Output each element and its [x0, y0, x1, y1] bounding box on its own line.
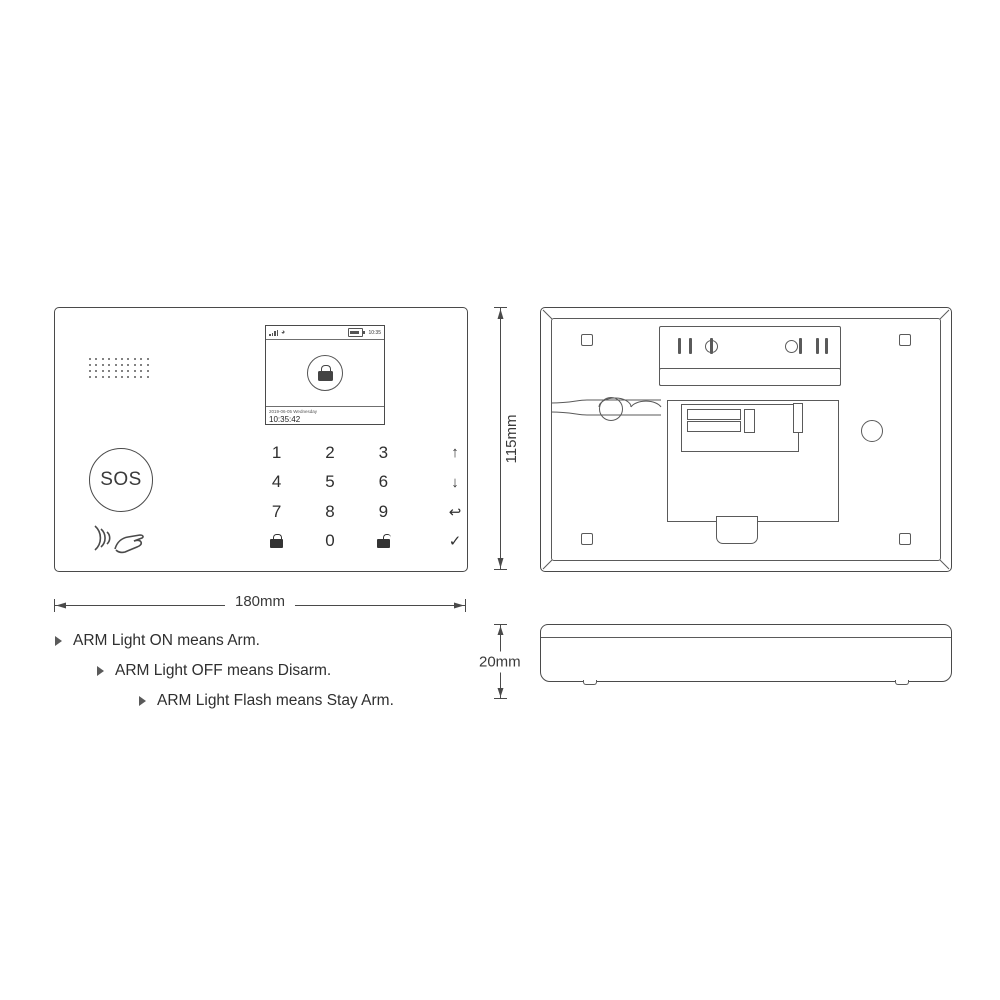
- bracket-slot: [678, 338, 681, 354]
- key-3[interactable]: 3: [378, 442, 389, 462]
- tamper-switch: [716, 516, 758, 544]
- bracket-slot: [689, 338, 692, 354]
- key-2[interactable]: 2: [325, 442, 335, 462]
- sos-button-label: SOS: [100, 469, 142, 490]
- lcd-status-time: 10:35: [368, 329, 381, 336]
- bracket-slot: [825, 338, 828, 354]
- bracket-slot: [816, 338, 819, 354]
- wall-mount-hole: [861, 420, 883, 442]
- key-8[interactable]: 8: [325, 501, 335, 521]
- depth-dimension-label: 20mm: [475, 651, 525, 672]
- lock-closed-icon: [270, 534, 283, 548]
- key-1[interactable]: 1: [271, 442, 282, 462]
- note-item: [55, 632, 475, 650]
- bullet-triangle-icon: [97, 666, 104, 676]
- side-profile-foot: [583, 680, 597, 685]
- note-text: ARM Light Flash means Stay Arm.: [157, 692, 394, 709]
- lcd-clock-text: 10:35:42: [269, 415, 301, 424]
- lcd-screen: [265, 325, 385, 425]
- side-profile-view: [540, 624, 952, 682]
- key-5[interactable]: 5: [325, 472, 335, 492]
- key-up-arrow[interactable]: ↑: [451, 444, 459, 462]
- screw-hole: [581, 533, 593, 545]
- front-panel-view: [54, 307, 468, 572]
- note-item: [97, 662, 475, 680]
- bracket-slot: [799, 338, 802, 354]
- side-profile-foot: [895, 680, 909, 685]
- battery-icon: [348, 328, 363, 337]
- note-item: [139, 692, 475, 710]
- sim-notch: [744, 409, 755, 433]
- note-text: ARM Light OFF means Disarm.: [115, 662, 332, 679]
- screw-hole: [899, 334, 911, 346]
- speaker-grill-icon: [89, 358, 151, 380]
- function-keypad[interactable]: [427, 438, 483, 556]
- bullet-triangle-icon: [55, 636, 62, 646]
- lcd-footer: [266, 406, 384, 424]
- rfid-card-swipe-icon: [91, 520, 149, 556]
- height-dimension: [487, 307, 520, 570]
- sim-slot-2: [687, 421, 741, 432]
- sim-slot-1: [687, 409, 741, 420]
- key-0[interactable]: 0: [325, 531, 335, 551]
- signal-bars-icon: [269, 329, 278, 336]
- bracket-hole: [785, 340, 798, 353]
- lcd-date-text: 2019-06-05 Wednesday: [269, 409, 317, 414]
- keypad[interactable]: [250, 438, 410, 556]
- width-dimension: [54, 593, 466, 619]
- screw-hole: [899, 533, 911, 545]
- key-7[interactable]: 7: [271, 501, 282, 521]
- lcd-body: [266, 340, 384, 406]
- depth-dimension: [479, 624, 521, 699]
- bracket-hole: [705, 340, 718, 353]
- sos-button[interactable]: [89, 448, 153, 512]
- key-4[interactable]: 4: [271, 472, 282, 492]
- key-9[interactable]: 9: [378, 501, 389, 521]
- wifi-icon: ◕: [281, 329, 286, 336]
- lock-open-icon: [377, 534, 390, 548]
- note-text: ARM Light ON means Arm.: [73, 632, 260, 649]
- key-arm-lock[interactable]: [250, 527, 303, 557]
- key-disarm-unlock[interactable]: [357, 527, 410, 557]
- width-dimension-label: 180mm: [225, 593, 295, 610]
- back-panel-view: [540, 307, 952, 572]
- cable-knockout: [599, 397, 623, 421]
- key-down-arrow[interactable]: ↓: [451, 473, 459, 491]
- legend-notes: [55, 632, 475, 722]
- key-confirm[interactable]: ✓: [448, 533, 462, 551]
- key-6[interactable]: 6: [378, 472, 389, 492]
- mounting-bracket-lip: [659, 368, 841, 386]
- bullet-triangle-icon: [139, 696, 146, 706]
- lcd-status-bar: [266, 326, 384, 340]
- side-profile-seam: [541, 637, 951, 638]
- key-back[interactable]: ↩: [448, 503, 462, 521]
- height-dimension-label: 115mm: [503, 406, 520, 471]
- lock-shield-icon: [307, 355, 343, 391]
- padlock-icon: [318, 365, 333, 381]
- screw-hole: [581, 334, 593, 346]
- connector-block: [793, 403, 803, 433]
